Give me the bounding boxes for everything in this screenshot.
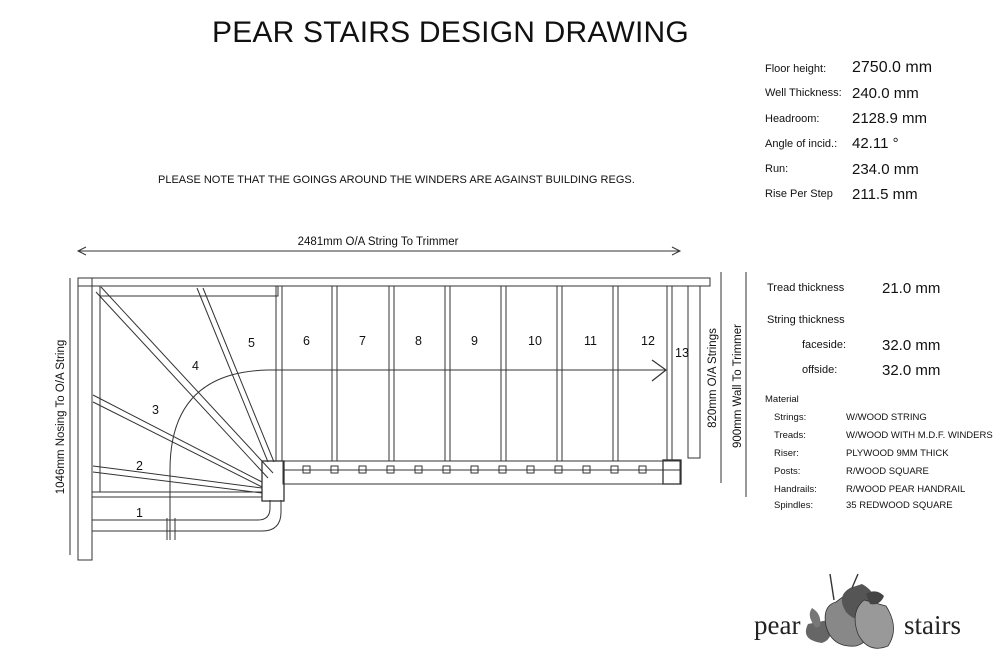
step-number: 7	[359, 334, 366, 348]
step-number: 1	[136, 506, 143, 520]
material-value-handrails: R/WOOD PEAR HANDRAIL	[846, 484, 966, 495]
front-string	[283, 461, 680, 470]
winder-top-board	[100, 286, 278, 296]
material-value-treads: W/WOOD WITH M.D.F. WINDERS	[846, 430, 993, 441]
handrail-curve-inner	[92, 500, 281, 531]
spec-value-well-thickness: 240.0 mm	[852, 85, 919, 102]
top-dimension-label: 2481mm O/A String To Trimmer	[297, 236, 459, 248]
winder-lines	[93, 287, 274, 493]
offside-value: 32.0 mm	[882, 362, 941, 379]
material-value-strings: W/WOOD STRING	[846, 412, 927, 423]
newel-post-bottom	[262, 461, 284, 501]
spec-label-angle: Angle of incid.:	[765, 138, 838, 150]
string-thickness-label: String thickness	[767, 314, 845, 326]
step-number: 8	[415, 334, 422, 348]
material-value-posts: R/WOOD SQUARE	[846, 466, 929, 477]
spec-label-well-thickness: Well Thickness:	[765, 87, 842, 99]
material-label-riser: Riser:	[774, 448, 799, 459]
tread-lines	[276, 286, 672, 461]
pear-logo-icon	[806, 574, 894, 648]
material-value-spindles: 35 REDWOOD SQUARE	[846, 500, 953, 511]
material-heading: Material	[765, 394, 799, 405]
material-label-spindles: Spindles:	[774, 500, 814, 511]
walking-line-arrow	[652, 360, 666, 381]
walking-line	[170, 370, 665, 540]
step-number: 4	[192, 359, 199, 373]
step-number: 2	[136, 459, 143, 473]
material-label-strings: Strings:	[774, 412, 807, 423]
left-dimension-label: 1046mm Nosing To O/A String	[55, 339, 67, 495]
spec-value-floor-height: 2750.0 mm	[852, 59, 933, 76]
faceside-value: 32.0 mm	[882, 337, 941, 354]
step-number: 13	[675, 346, 689, 360]
faceside-label: faceside:	[802, 339, 847, 351]
back-wall-string	[78, 278, 710, 286]
material-value-riser: PLYWOOD 9MM THICK	[846, 448, 949, 459]
page-title: PEAR STAIRS DESIGN DRAWING	[212, 16, 689, 49]
spec-label-floor-height: Floor height:	[765, 63, 827, 75]
newel-post-top	[663, 460, 681, 484]
spec-label-headroom: Headroom:	[765, 113, 820, 125]
material-label-treads: Treads:	[774, 430, 806, 441]
spec-value-run: 234.0 mm	[852, 161, 919, 178]
logo-text-right: stairs	[904, 610, 961, 640]
left-wall-string	[78, 278, 92, 560]
spec-value-angle: 42.11 °	[852, 135, 899, 152]
handrail-curve-outer	[92, 500, 270, 520]
spec-value-rise: 211.5 mm	[852, 186, 918, 203]
step-number: 6	[303, 334, 310, 348]
right-inner-dimension-label: 820mm O/A Strings	[707, 328, 719, 428]
step-number: 11	[584, 334, 597, 348]
step-number: 9	[471, 334, 478, 348]
tread-thickness-value: 21.0 mm	[882, 280, 941, 297]
tread-thickness-label: Tread thickness	[767, 282, 845, 294]
spec-label-rise: Rise Per Step	[765, 188, 833, 200]
right-outer-dimension-label: 900mm Wall To Trimmer	[732, 324, 744, 448]
front-string-base	[283, 470, 680, 484]
logo-text-left: pear	[754, 610, 801, 640]
step-number: 3	[152, 403, 159, 417]
material-label-posts: Posts:	[774, 466, 801, 477]
trimmer-string	[688, 286, 700, 458]
step-number: 12	[641, 334, 655, 348]
regulation-note: PLEASE NOTE THAT THE GOINGS AROUND THE WINDERS ARE AGAINST BUILDING REGS.	[158, 174, 635, 186]
spec-value-headroom: 2128.9 mm	[852, 110, 928, 127]
material-label-handrails: Handrails:	[774, 484, 817, 495]
offside-label: offside:	[802, 364, 838, 376]
step-number: 5	[248, 336, 255, 350]
spec-label-run: Run:	[765, 163, 789, 175]
step-number: 10	[528, 334, 542, 348]
left-inner-string	[92, 286, 100, 492]
